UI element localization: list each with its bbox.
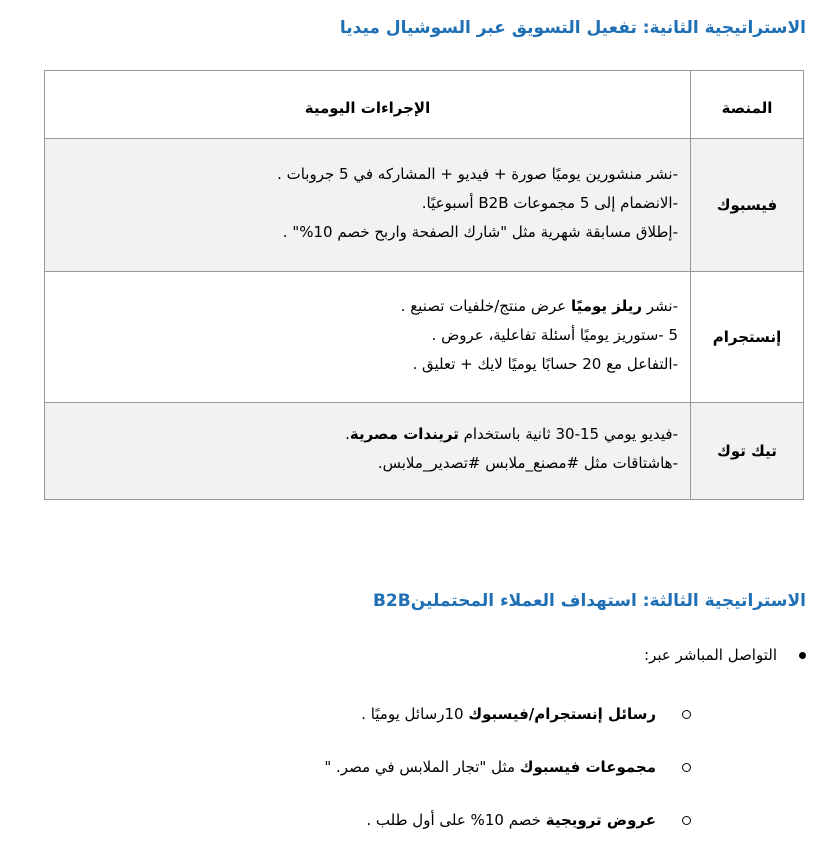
action-line: -نشر منشورين يوميًا صورة + فيديو + المشاركه في 5 جروبات .	[277, 164, 678, 183]
action-line: -هاشتاقات مثل #مصنع_ملابس #تصدير_ملابس.	[377, 454, 678, 472]
action-line: 5 -ستوريز يوميًا أسئلة تفاعلية، عروض .	[431, 325, 678, 344]
bullet-item	[644, 646, 806, 664]
action-line: -إطلاق مسابقة شهرية مثل "شارك الصفحة واربح خصم 10%" .	[282, 222, 678, 241]
circle-bullet-icon	[682, 710, 691, 719]
sub-list-item	[361, 705, 691, 723]
action-line: -الانضمام إلى 5 مجموعات B2B أسبوعيًا.	[421, 193, 678, 212]
action-line: -التفاعل مع 20 حسابًا يوميًا لايك + تعليق .	[412, 354, 678, 373]
action-bold-text: تريندات مصرية	[349, 425, 459, 443]
social-media-table	[44, 70, 804, 500]
action-line	[55, 292, 678, 321]
actions-column-header: الإجراءات اليومية	[45, 71, 691, 139]
sub-item-text: 10رسائل يوميًا .	[361, 705, 469, 723]
platform-instagram: إنستجرام	[691, 272, 804, 403]
table-row	[45, 139, 804, 272]
platform-column-header: المنصة	[691, 71, 804, 139]
action-text: -نشر	[641, 296, 678, 315]
platform-facebook: فيسبوك	[691, 139, 804, 272]
action-text: عرض منتج/خلفيات تصنيع .	[400, 296, 571, 315]
table-row	[45, 403, 804, 500]
sub-item-bold: مجموعات فيسبوك	[519, 758, 656, 776]
sub-item-bold: رسائل إنستجرام/فيسبوك	[468, 705, 656, 723]
sub-item-bold: عروض ترويجية	[545, 811, 656, 829]
table-header-row	[45, 71, 804, 139]
sub-list-item	[324, 758, 691, 776]
action-line	[55, 420, 678, 449]
table-row	[45, 272, 804, 403]
strategy-3-heading: الاستراتيجية الثالثة: استهداف العملاء المحتملينB2B	[372, 591, 806, 611]
facebook-actions	[45, 139, 691, 272]
action-text: .	[345, 425, 350, 443]
sub-item-text: خصم 10% على أول طلب .	[366, 811, 546, 829]
bullet-dot-icon	[799, 652, 806, 659]
platform-tiktok: تيك توك	[691, 403, 804, 500]
instagram-actions	[45, 272, 691, 403]
sub-item-text: مثل "تجار الملابس في مصر. "	[324, 758, 520, 776]
circle-bullet-icon	[682, 763, 691, 772]
bullet-text: التواصل المباشر عبر:	[644, 646, 777, 664]
circle-bullet-icon	[682, 816, 691, 825]
action-bold-text: ريلز يوميًا	[570, 296, 642, 315]
sub-list-item	[366, 811, 691, 829]
action-text: -فيديو يومي 15-30 ثانية باستخدام	[458, 425, 678, 443]
tiktok-actions	[45, 403, 691, 500]
strategy-2-heading: الاستراتيجية الثانية: تفعيل التسويق عبر السوشيال ميديا	[339, 18, 806, 38]
